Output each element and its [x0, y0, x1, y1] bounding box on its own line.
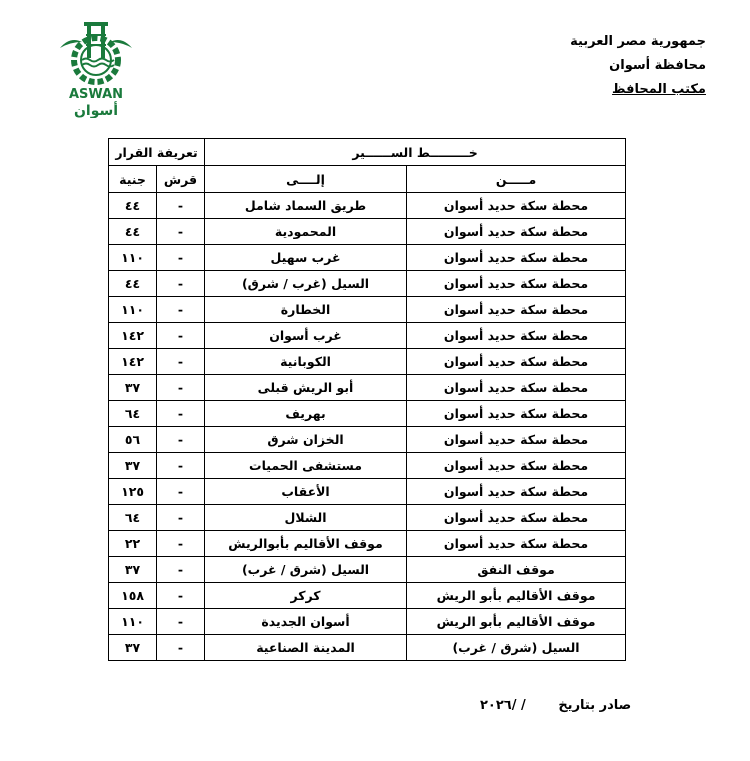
- table-row: [109, 557, 626, 583]
- issue-date: / /٢٠٢٦: [480, 698, 526, 713]
- header-governorate: محافظة أسوان: [609, 58, 706, 73]
- cell-pound: ٣٧: [109, 557, 157, 583]
- cell-to: موقف الأقاليم بأبوالريش: [205, 531, 407, 557]
- table-subheader-row: [109, 166, 626, 193]
- table-row: [109, 193, 626, 219]
- table-row: [109, 375, 626, 401]
- cell-pound: ١١٠: [109, 297, 157, 323]
- cell-from: محطة سكة حديد أسوان: [407, 531, 626, 557]
- cell-from: محطة سكة حديد أسوان: [407, 427, 626, 453]
- issued-label: صادر بتاريخ: [558, 698, 632, 713]
- cell-to: السيل (غرب / شرق): [205, 271, 407, 297]
- cell-piaster: -: [157, 609, 205, 635]
- cell-to: المدينة الصناعية: [205, 635, 407, 661]
- cell-from: محطة سكة حديد أسوان: [407, 401, 626, 427]
- cell-to: أبو الريش قبلى: [205, 375, 407, 401]
- logo-text-en: ASWAN: [68, 87, 124, 102]
- cell-from: محطة سكة حديد أسوان: [407, 219, 626, 245]
- cell-to: الخزان شرق: [205, 427, 407, 453]
- table-row: [109, 219, 626, 245]
- cell-piaster: -: [157, 531, 205, 557]
- cell-from: محطة سكة حديد أسوان: [407, 375, 626, 401]
- header-country: جمهورية مصر العربية: [570, 34, 706, 49]
- cell-to: الخطارة: [205, 297, 407, 323]
- cell-from: موقف النفق: [407, 557, 626, 583]
- cell-piaster: -: [157, 349, 205, 375]
- cell-to: أسوان الجديدة: [205, 609, 407, 635]
- issue-date-line: [480, 698, 631, 713]
- cell-piaster: -: [157, 193, 205, 219]
- tariff-header: تعريفة القرار: [109, 139, 205, 166]
- table-row: [109, 583, 626, 609]
- fare-table: [108, 138, 626, 661]
- cell-to: السيل (شرق / غرب): [205, 557, 407, 583]
- table-row: [109, 245, 626, 271]
- cell-pound: ١٢٥: [109, 479, 157, 505]
- table-row: [109, 297, 626, 323]
- cell-piaster: -: [157, 219, 205, 245]
- table-row: [109, 505, 626, 531]
- cell-from: محطة سكة حديد أسوان: [407, 297, 626, 323]
- cell-piaster: -: [157, 583, 205, 609]
- cell-from: محطة سكة حديد أسوان: [407, 245, 626, 271]
- header-office: مكتب المحافظ: [612, 82, 706, 97]
- table-row: [109, 271, 626, 297]
- to-header: إلــــى: [205, 166, 407, 193]
- cell-to: غرب أسوان: [205, 323, 407, 349]
- cell-to: مستشفى الحميات: [205, 453, 407, 479]
- table-row: [109, 427, 626, 453]
- cell-piaster: -: [157, 453, 205, 479]
- cell-pound: ١٤٢: [109, 349, 157, 375]
- cell-pound: ٣٧: [109, 375, 157, 401]
- cell-pound: ١١٠: [109, 245, 157, 271]
- fare-rows: [109, 193, 626, 661]
- table-row: [109, 479, 626, 505]
- cell-from: محطة سكة حديد أسوان: [407, 349, 626, 375]
- cell-piaster: -: [157, 323, 205, 349]
- cell-from: السيل (شرق / غرب): [407, 635, 626, 661]
- cell-piaster: -: [157, 635, 205, 661]
- cell-from: موقف الأقاليم بأبو الريش: [407, 609, 626, 635]
- cell-piaster: -: [157, 401, 205, 427]
- logo-text-ar: أسوان: [73, 103, 119, 118]
- cell-to: الأعقاب: [205, 479, 407, 505]
- cell-pound: ٤٤: [109, 193, 157, 219]
- cell-piaster: -: [157, 505, 205, 531]
- cell-from: محطة سكة حديد أسوان: [407, 453, 626, 479]
- cell-piaster: -: [157, 479, 205, 505]
- piaster-header: قرش: [157, 166, 205, 193]
- cell-pound: ٤٤: [109, 271, 157, 297]
- cell-pound: ٣٧: [109, 453, 157, 479]
- cell-piaster: -: [157, 271, 205, 297]
- table-row: [109, 453, 626, 479]
- table-row: [109, 323, 626, 349]
- route-header: خـــــــــط الســــــير: [205, 139, 626, 166]
- cell-pound: ١٤٢: [109, 323, 157, 349]
- cell-pound: ٣٧: [109, 635, 157, 661]
- cell-from: محطة سكة حديد أسوان: [407, 271, 626, 297]
- pound-header: جنية: [109, 166, 157, 193]
- table-row: [109, 609, 626, 635]
- cell-to: الكوبانية: [205, 349, 407, 375]
- cell-to: بهريف: [205, 401, 407, 427]
- cell-piaster: -: [157, 297, 205, 323]
- cell-piaster: -: [157, 375, 205, 401]
- cell-from: محطة سكة حديد أسوان: [407, 193, 626, 219]
- cell-from: محطة سكة حديد أسوان: [407, 323, 626, 349]
- cell-pound: ٦٤: [109, 505, 157, 531]
- cell-from: محطة سكة حديد أسوان: [407, 505, 626, 531]
- cell-piaster: -: [157, 557, 205, 583]
- cell-pound: ٢٢: [109, 531, 157, 557]
- cell-to: الشلال: [205, 505, 407, 531]
- table-row: [109, 349, 626, 375]
- cell-to: كركر: [205, 583, 407, 609]
- cell-pound: ٤٤: [109, 219, 157, 245]
- cell-piaster: -: [157, 427, 205, 453]
- table-header-row: [109, 139, 626, 166]
- cell-to: المحمودية: [205, 219, 407, 245]
- cell-to: طريق السماد شامل: [205, 193, 407, 219]
- aswan-emblem-icon: [50, 18, 142, 118]
- from-header: مـــــن: [407, 166, 626, 193]
- cell-piaster: -: [157, 245, 205, 271]
- cell-to: غرب سهيل: [205, 245, 407, 271]
- table-row: [109, 531, 626, 557]
- cell-pound: ١١٠: [109, 609, 157, 635]
- table-row: [109, 401, 626, 427]
- cell-pound: ٦٤: [109, 401, 157, 427]
- letterhead: [570, 30, 706, 102]
- cell-from: موقف الأقاليم بأبو الريش: [407, 583, 626, 609]
- aswan-logo: [50, 18, 142, 118]
- table-row: [109, 635, 626, 661]
- cell-from: محطة سكة حديد أسوان: [407, 479, 626, 505]
- cell-pound: ١٥٨: [109, 583, 157, 609]
- cell-pound: ٥٦: [109, 427, 157, 453]
